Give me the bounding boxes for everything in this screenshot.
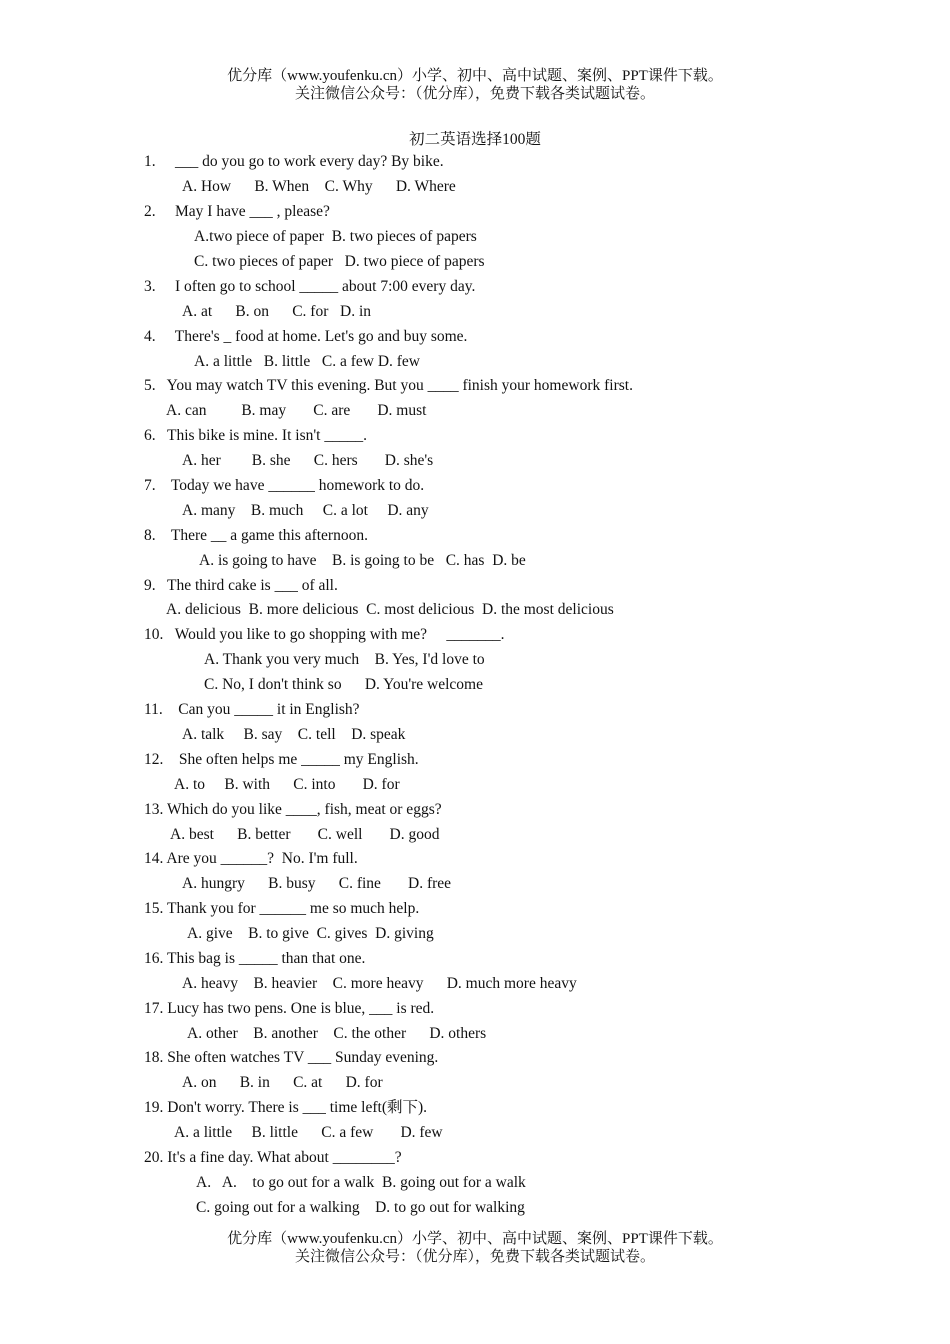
options-11: A. talk B. say C. tell D. speak (182, 726, 406, 743)
question-16: 16. This bag is _____ than that one. (144, 950, 366, 967)
question-15: 15. Thank you for ______ me so much help. (144, 900, 420, 917)
question-6: 6. This bike is mine. It isn't _____. (144, 427, 367, 444)
options-2a: A.two piece of paper B. two pieces of papers (194, 228, 477, 245)
question-7: 7. Today we have ______ homework to do. (144, 477, 425, 494)
question-10: 10. Would you like to go shopping with me? _______. (144, 626, 505, 643)
question-17: 17. Lucy has two pens. One is blue, ___ is red. (144, 1000, 435, 1017)
options-8: A. is going to have B. is going to be C. has D. be (199, 552, 526, 569)
question-11: 11. Can you _____ it in English? (144, 701, 360, 718)
question-20: 20. It's a fine day. What about ________? (144, 1149, 402, 1166)
question-5: 5. You may watch TV this evening. But you ____ finish your homework first. (144, 377, 633, 394)
page-header (0, 67, 950, 103)
options-16: A. heavy B. heavier C. more heavy D. much more heavy (182, 975, 577, 992)
header-line-2: 关注微信公众号：（优分库），免费下载各类试题试卷。 (294, 86, 655, 102)
question-12: 12. She often helps me _____ my English. (144, 751, 419, 768)
options-2b: C. two pieces of paper D. two piece of papers (194, 253, 485, 270)
question-4: 4. There's _ food at home. Let's go and buy some. (144, 328, 468, 345)
header-line-1: 优分库（www.youfenku.cn）小学、初中、高中试题、案例、PPT课件下载。 (227, 68, 723, 84)
footer-line-1: 优分库（www.youfenku.cn）小学、初中、高中试题、案例、PPT课件下载。 (227, 1231, 723, 1247)
options-18: A. on B. in C. at D. for (182, 1074, 383, 1091)
page-footer (0, 1230, 950, 1266)
options-5: A. can B. may C. are D. must (166, 402, 427, 419)
options-12: A. to B. with C. into D. for (174, 776, 400, 793)
options-15: A. give B. to give C. gives D. giving (187, 925, 434, 942)
question-19: 19. Don't worry. There is ___ time left(剩下). (144, 1099, 428, 1116)
question-9: 9. The third cake is ___ of all. (144, 577, 338, 594)
options-1: A. How B. When C. Why D. Where (182, 178, 456, 195)
options-17: A. other B. another C. the other D. others (187, 1025, 487, 1042)
document-title: 初二英语选择100题 (409, 131, 541, 148)
options-20a: A. A. to go out for a walk B. going out for a walk (196, 1174, 526, 1191)
question-1: 1. ___ do you go to work every day? By bike. (144, 153, 444, 170)
options-10a: A. Thank you very much B. Yes, I'd love to (204, 651, 485, 668)
options-20b: C. going out for a walking D. to go out for walking (196, 1199, 525, 1216)
options-9: A. delicious B. more delicious C. most delicious D. the most delicious (166, 601, 614, 618)
options-3: A. at B. on C. for D. in (182, 303, 372, 320)
options-13: A. best B. better C. well D. good (170, 826, 440, 843)
question-18: 18. She often watches TV ___ Sunday evening. (144, 1049, 439, 1066)
question-8: 8. There __ a game this afternoon. (144, 527, 368, 544)
options-14: A. hungry B. busy C. fine D. free (182, 875, 452, 892)
options-7: A. many B. much C. a lot D. any (182, 502, 429, 519)
question-14: 14. Are you ______? No. I'm full. (144, 850, 358, 867)
options-19: A. a little B. little C. a few D. few (174, 1124, 443, 1141)
footer-line-2: 关注微信公众号：（优分库），免费下载各类试题试卷。 (294, 1249, 655, 1265)
options-4: A. a little B. little C. a few D. few (194, 353, 420, 370)
options-6: A. her B. she C. hers D. she's (182, 452, 434, 469)
options-10b: C. No, I don't think so D. You're welcome (204, 676, 483, 693)
question-13: 13. Which do you like ____, fish, meat or eggs? (144, 801, 442, 818)
question-2: 2. May I have ___ , please? (144, 203, 330, 220)
question-3: 3. I often go to school _____ about 7:00 every day. (144, 278, 476, 295)
